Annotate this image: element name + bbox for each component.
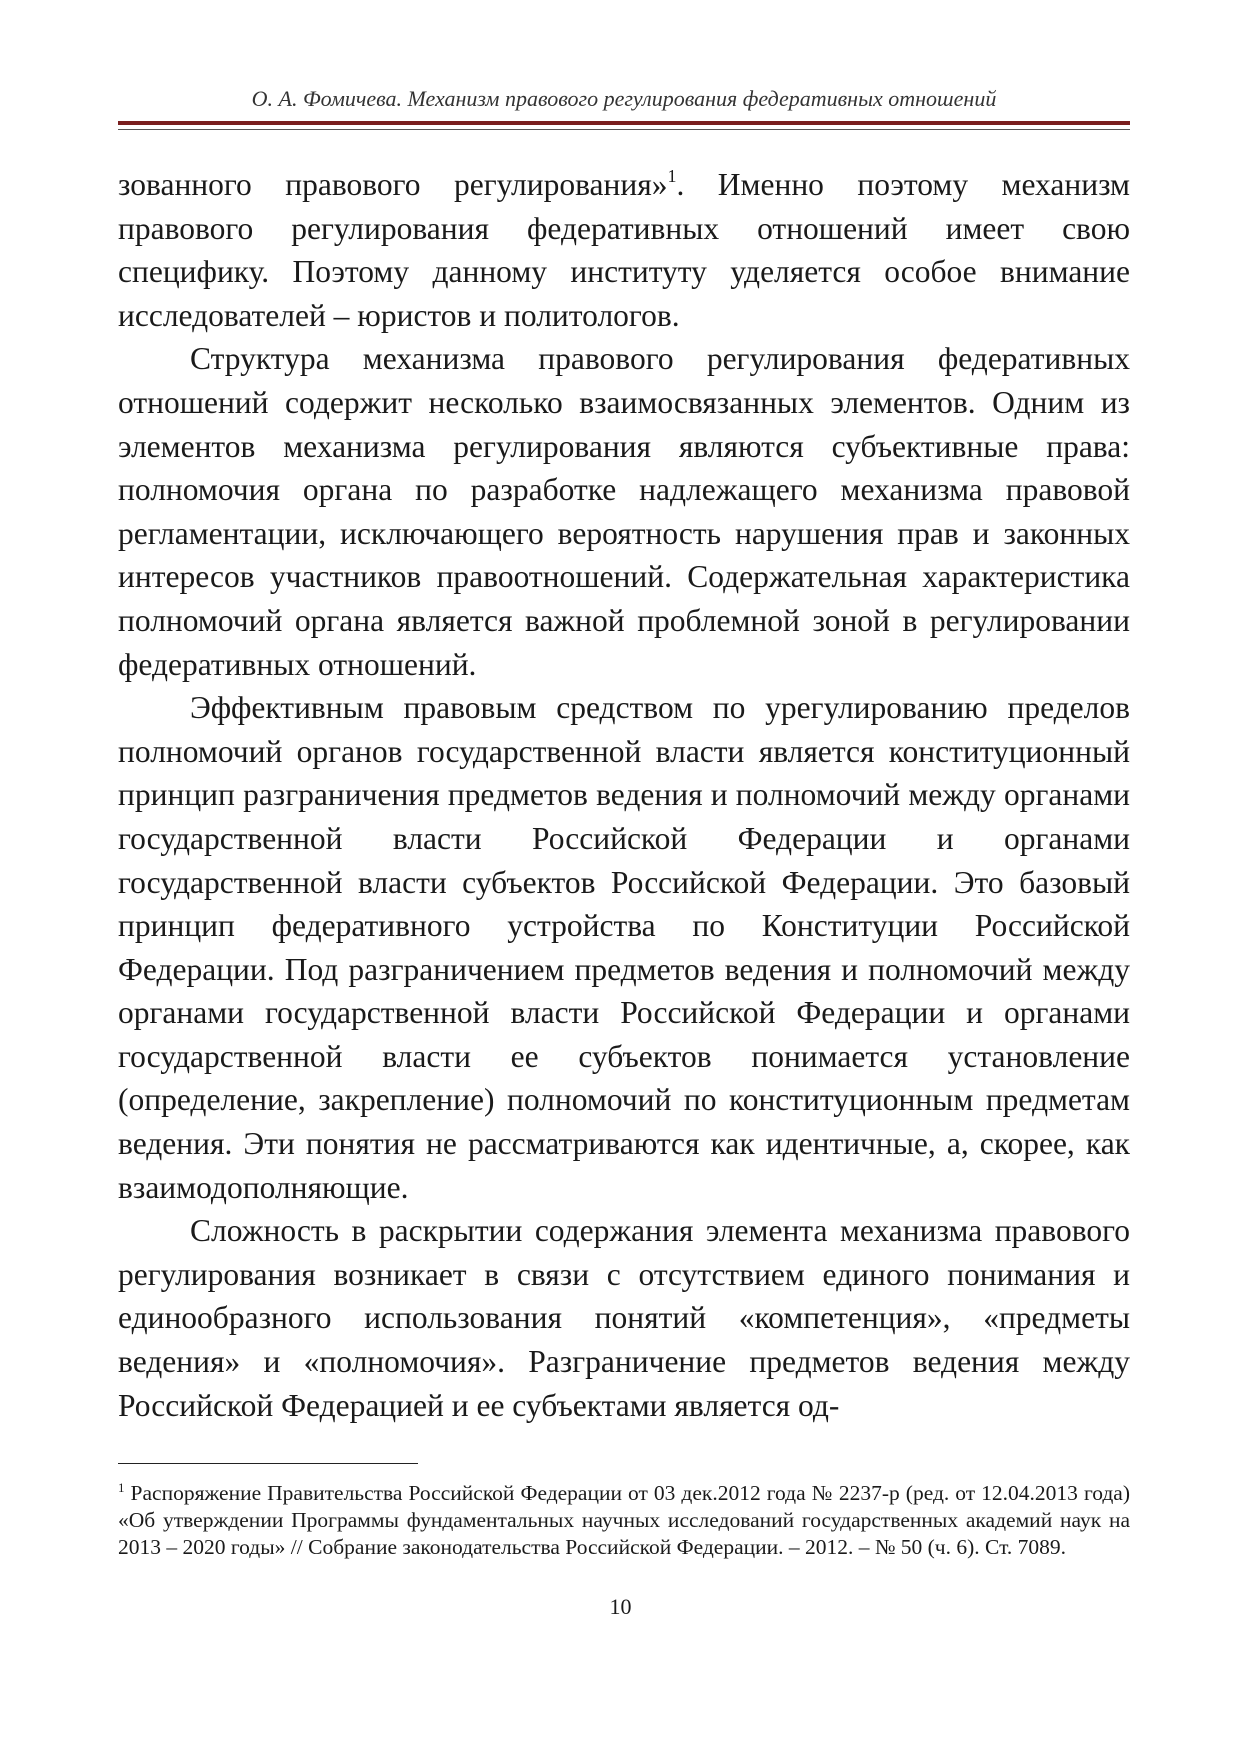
running-title: О. А. Фомичева. Механизм правового регулирования федеративных отношений xyxy=(251,86,997,111)
paragraph: Эффективным правовым средством по урегулированию пределов полномочий органов государственной власти является конституционный принцип разграничения предметов ведения и полномочий между органами государственной власти Российской Федерации и органами государственной власти субъектов Российской Федерации. Это базовый принцип федеративного устройства по Конституции Российской Федерации. Под разграничением предметов ведения и полномочий между органами государственной власти Российской Федерации и органами государственной власти ее субъектов понимается установление (определение, закрепление) полномочий по конституционным предметам ведения. Эти понятия не рассматриваются как идентичные, а, скорее, как взаимодополняющие. xyxy=(118,690,1130,1205)
footnote xyxy=(118,1480,1130,1562)
paragraph: Сложность в раскрытии содержания элемента механизма правового регулирования возникает в связи с отсутствием единого понимания и единообразного использования понятий «компетенция», «предметы ведения» и «полномочия». Разграничение предметов ведения между Российской Федерацией и ее субъектами является од- xyxy=(118,1213,1130,1423)
footnote-text: Распоряжение Правительства Российской Федерации от 03 дек.2012 года № 2237-р (ред. от 12.04.2013 года) «Об утверждении Программы фундаментальных научных исследований государственных академий наук на 2013 – 2020 годы» // Собрание законодательства Российской Федерации. – 2012. – № 50 (ч. 6). Ст. 7089. xyxy=(118,1481,1130,1560)
paragraph-continued xyxy=(118,163,1130,337)
paragraph-text: . Именно поэтому механизм правового регулирования федеративных отношений имеет свою специфику. Поэтому данному институту уделяется особое внимание исследователей – юристов и политологов. xyxy=(118,167,1130,333)
header-rule-thick xyxy=(118,121,1130,125)
page-number: 10 xyxy=(609,1594,632,1619)
main-text xyxy=(118,163,1130,1427)
paragraph: Структура механизма правового регулирования федеративных отношений содержит несколько взаимосвязанных элементов. Одним из элементов механизма регулирования являются субъективные права: полномочия органа по разработке надлежащего механизма правовой регламентации, исключающего вероятность нарушения прав и законных интересов участников правоотношений. Содержательная характеристика полномочий органа является важной проблемной зоной в регулировании федеративных отношений. xyxy=(118,341,1130,682)
footnote-reference[interactable]: 1 xyxy=(667,166,677,186)
paragraph-text: зованного правового регулирования» xyxy=(118,167,668,202)
footnote-separator xyxy=(118,1463,418,1464)
header-rule-thin xyxy=(118,129,1130,130)
footnote-marker: 1 xyxy=(118,1480,125,1495)
